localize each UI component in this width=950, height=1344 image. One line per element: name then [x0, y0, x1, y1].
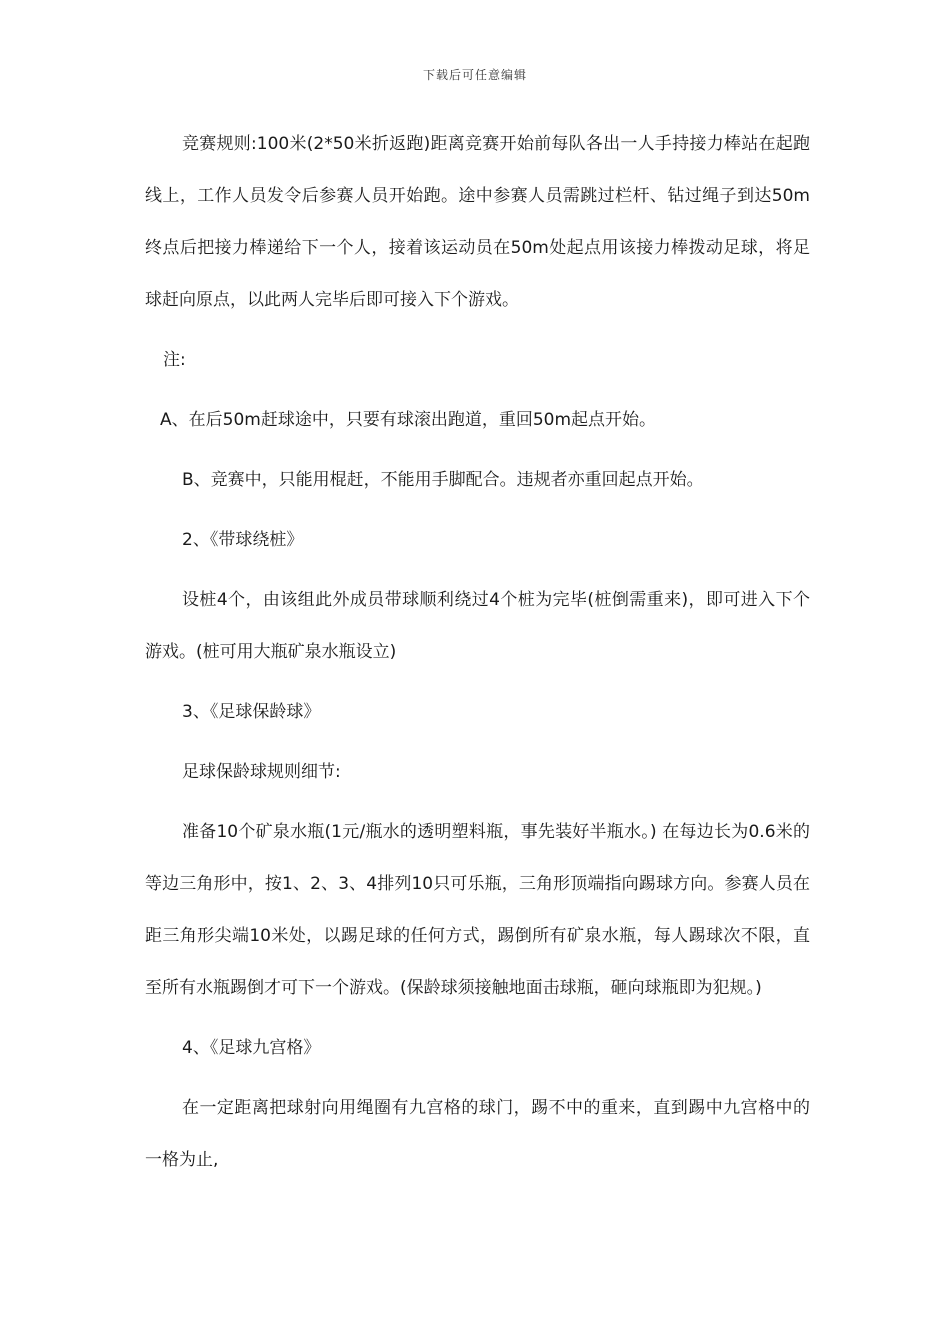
- paragraph-dribble-rules: 设桩4个，由该组此外成员带球顺利绕过4个桩为完毕(桩倒需重来)，即可进入下个游戏。(桩可用大瓶矿泉水瓶设立): [145, 590, 810, 662]
- paragraph-note-a: A、在后50m赶球途中，只要有球滚出跑道，重回50m起点开始。: [160, 410, 657, 430]
- section-heading-bowling: 3、《足球保龄球》: [182, 702, 321, 722]
- page-header: 下载后可任意编辑: [422, 68, 527, 82]
- paragraph-grid-rules: 在一定距离把球射向用绳圈有九宫格的球门，踢不中的重来，直到踢中九宫格中的一格为止,: [145, 1098, 810, 1170]
- section-heading-dribble: 2、《带球绕桩》: [182, 530, 304, 550]
- paragraph-bowling-subtitle: 足球保龄球规则细节:: [182, 762, 341, 782]
- paragraph-note-label: 注:: [163, 350, 186, 370]
- paragraph-note-b: B、竞赛中，只能用棍赶，不能用手脚配合。违规者亦重回起点开始。: [182, 470, 704, 490]
- section-heading-grid: 4、《足球九宫格》: [182, 1038, 321, 1058]
- paragraph-bowling-rules: 准备10个矿泉水瓶(1元/瓶水的透明塑料瓶，事先装好半瓶水。) 在每边长为0.6米的等边三角形中，按1、2、3、4排列10只可乐瓶，三角形顶端指向踢球方向。参赛人员在距三角形尖端10米处，以踢足球的任何方式，踢倒所有矿泉水瓶，每人踢球次不限，直至所有水瓶踢倒才可下一个游戏。(保龄球须接触地面击球瓶，砸向球瓶即为犯规。): [145, 822, 810, 998]
- document-body: [145, 118, 810, 1194]
- paragraph-relay-rules: 竞赛规则:100米(2*50米折返跑)距离竞赛开始前每队各出一人手持接力棒站在起跑线上，工作人员发令后参赛人员开始跑。途中参赛人员需跳过栏杆、钻过绳子到达50m终点后把接力棒递给下一个人，接着该运动员在50m处起点用该接力棒拨动足球，将足球赶向原点，以此两人完毕后即可接入下个游戏。: [145, 134, 810, 310]
